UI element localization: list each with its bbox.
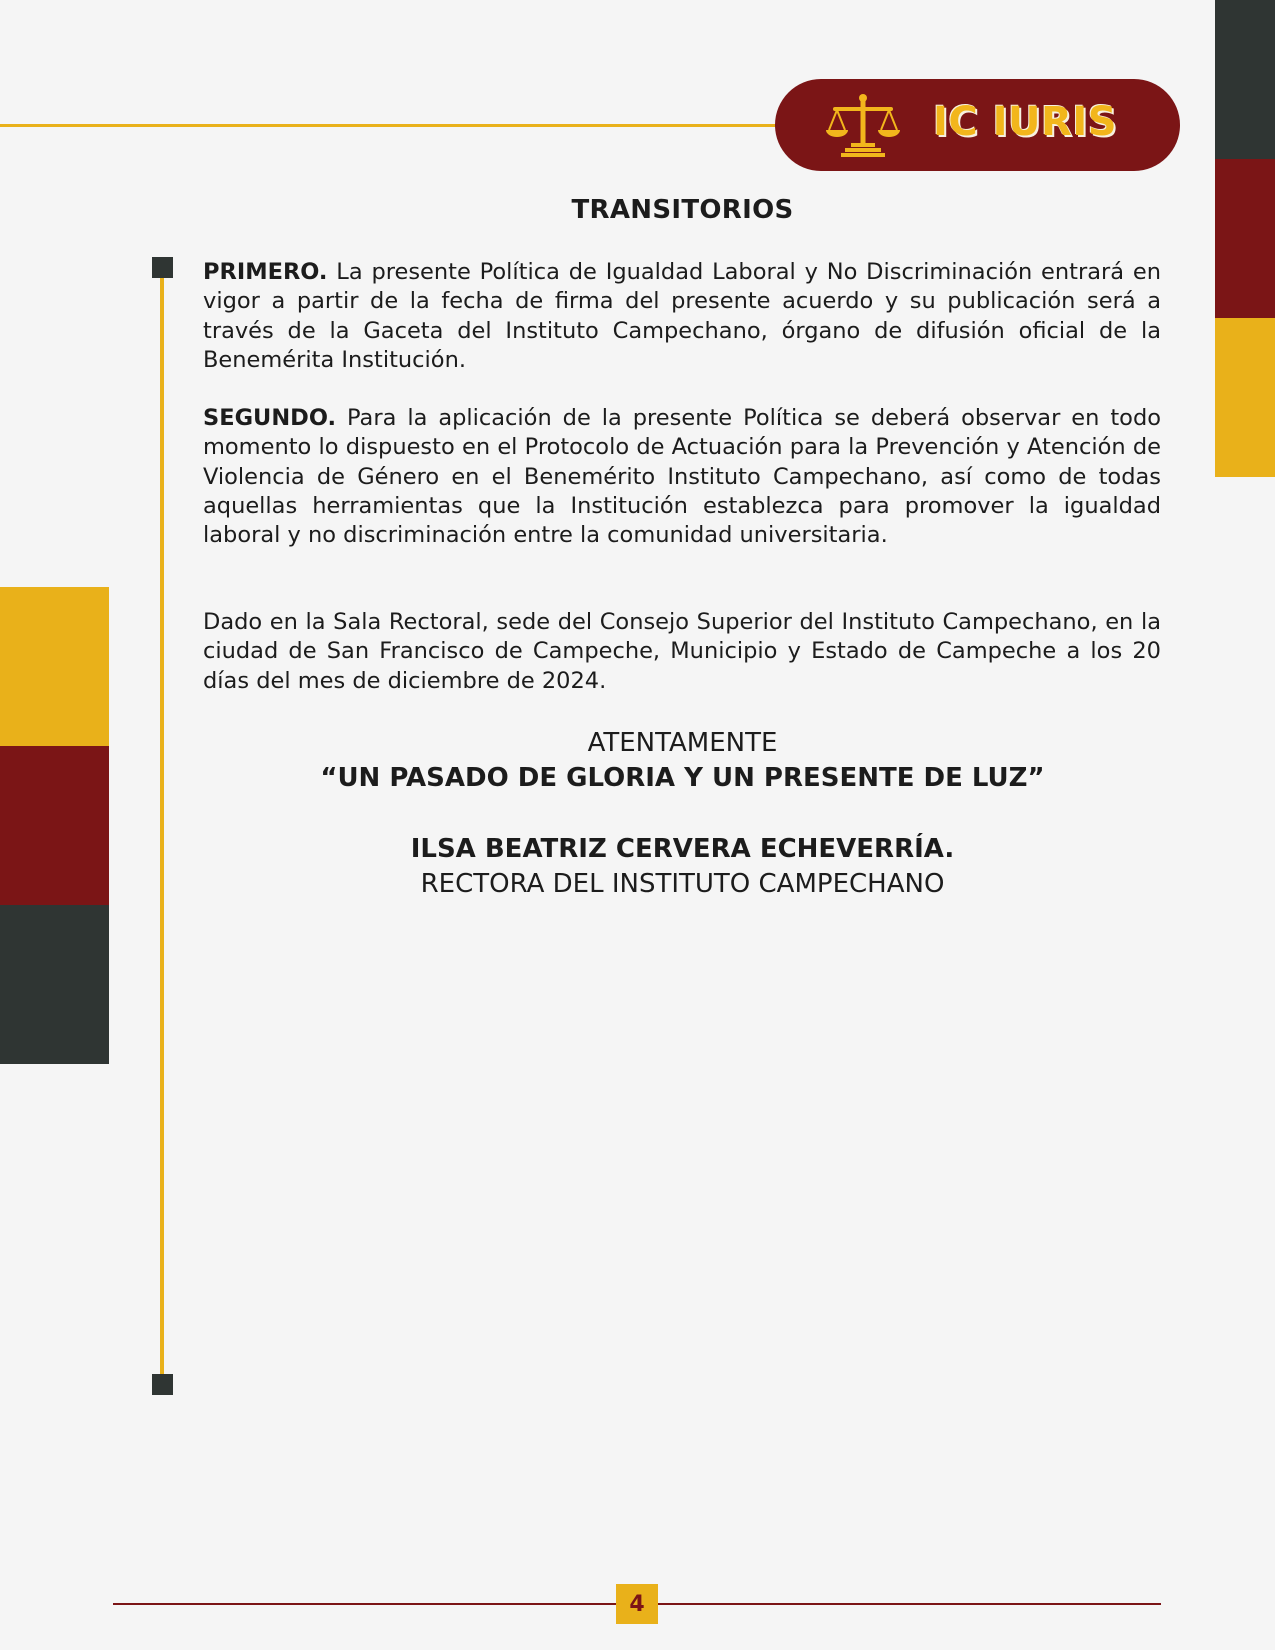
right-strip-gold xyxy=(1215,318,1275,477)
rule-bottom-marker xyxy=(152,1374,173,1395)
left-strip-charcoal xyxy=(0,905,109,1064)
page-number: 4 xyxy=(616,1584,658,1624)
paragraph-dado-en xyxy=(203,608,1161,696)
paragraph-lead: PRIMERO. xyxy=(203,259,328,285)
scales-of-justice-icon xyxy=(825,92,901,158)
paragraph-lead: SEGUNDO. xyxy=(203,405,337,431)
right-strip-maroon xyxy=(1215,159,1275,318)
paragraph-text: Dado en la Sala Rectoral, sede del Consejo Superior del Instituto Campechano, en la ciudad de San Francisco de Campeche, Municipio y Estado de Campeche a los 20 días del mes de diciembre de 2024. xyxy=(203,609,1161,694)
vertical-rule xyxy=(160,265,164,1390)
left-strip-maroon xyxy=(0,746,109,905)
paragraph-text: La presente Política de Igualdad Laboral y No Discriminación entrará en vigor a partir de la fecha de firma del presente acuerdo y su publicación será a través de la Gaceta del Instituto Campechano, órgano de difusión oficial de la Benemérita Institución. xyxy=(203,259,1161,373)
paragraph-text: Para la aplicación de la presente Política se deberá observar en todo momento lo dispuesto en el Protocolo de Actuación para la Prevención y Atención de Violencia de Género en el Benemérito Instituto Campechano, así como de todas aquellas herramientas que la Institución establezca para promover la igualdad laboral y no discriminación entre la comunidad universitaria. xyxy=(203,405,1161,549)
paragraph-segundo xyxy=(203,404,1161,550)
left-strip-gold xyxy=(0,587,109,746)
signer-position: RECTORA DEL INSTITUTO CAMPECHANO xyxy=(420,869,945,899)
brand-badge xyxy=(775,79,1180,171)
section-title: TRANSITORIOS xyxy=(571,195,794,225)
closing-salutation: ATENTAMENTE xyxy=(587,728,778,758)
paragraph-primero xyxy=(203,258,1161,375)
rule-top-marker xyxy=(152,257,173,278)
brand-name: IC IURIS xyxy=(933,99,1118,145)
right-strip-charcoal xyxy=(1215,0,1275,159)
signer-name: ILSA BEATRIZ CERVERA ECHEVERRÍA. xyxy=(410,834,955,864)
header-rule xyxy=(0,124,800,127)
institution-motto: “UN PASADO DE GLORIA Y UN PRESENTE DE LUZ” xyxy=(320,763,1045,793)
